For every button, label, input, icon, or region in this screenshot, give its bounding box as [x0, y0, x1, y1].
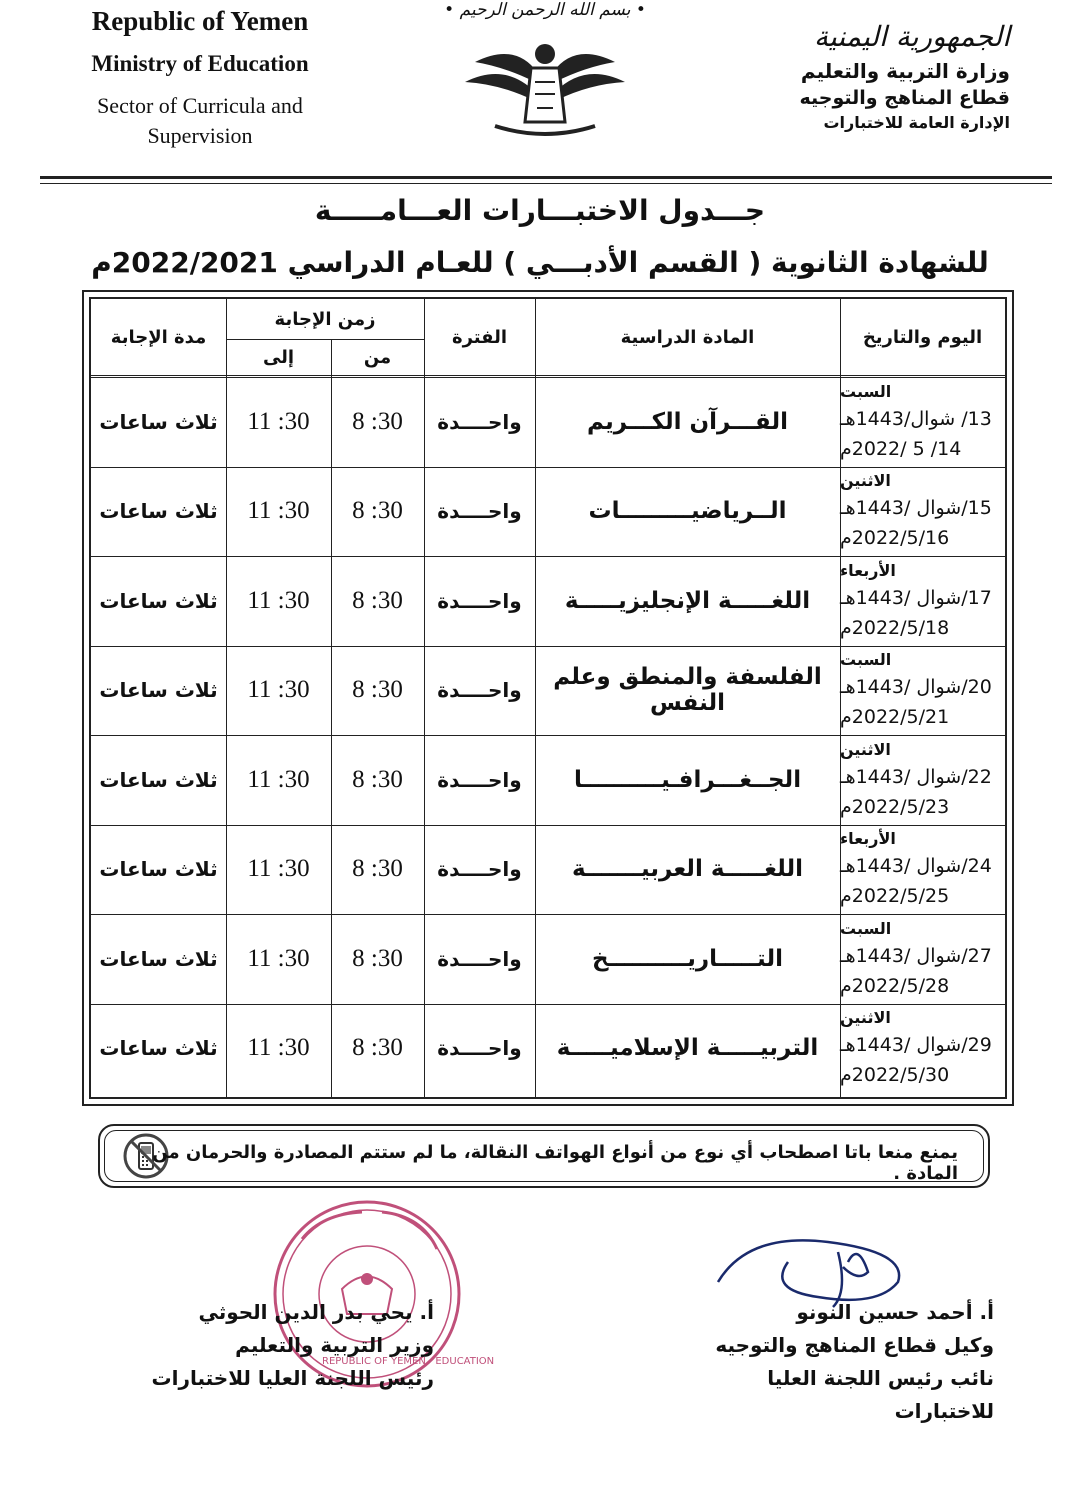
date-day: الاثنين	[840, 471, 891, 491]
header-subject: المادة الدراسية	[620, 326, 755, 348]
cell-from: 8 :30	[352, 676, 403, 704]
cell-period: واحــــدة	[437, 588, 522, 613]
cell-subject: التـــــاريــــــــــخ	[592, 945, 783, 972]
cell-subject: اللغـــــة العربيـــــــة	[572, 856, 803, 883]
cell-day-date	[840, 735, 1005, 825]
cell-from: 8 :30	[352, 765, 403, 793]
date-hijri: 15/شوال /1443هـ	[840, 497, 992, 520]
cell-day-date	[840, 467, 1005, 557]
date-day: الأربعاء	[840, 560, 896, 580]
cell-to: 11 :30	[247, 586, 310, 614]
header-country-ar: الجمهورية اليمنية	[813, 20, 1010, 53]
date-day: الاثنين	[840, 1008, 891, 1028]
cell-period: واحــــدة	[437, 946, 522, 971]
stamp-text: REPUBLIC OF YEMEN · EDUCATION	[322, 1356, 495, 1367]
notice-text: يمنع منعا باتا اصطحاب أي نوع من أنواع الهواتف النقالة، ما لم ستتم المصادرة والحرمان من المادة .	[152, 1142, 958, 1184]
date-day: السبت	[840, 650, 892, 670]
header-period: الفترة	[451, 326, 508, 348]
date-gregorian: 2022/5/18م	[840, 616, 950, 639]
header-divider-thin	[40, 183, 1052, 184]
date-day: السبت	[840, 918, 892, 938]
date-hijri: 13/ شوال/1443هـ	[840, 407, 992, 430]
cell-from: 8 :30	[352, 586, 403, 614]
cell-day-date	[840, 1004, 1005, 1094]
cell-from: 8 :30	[352, 497, 403, 525]
cell-day-date	[840, 646, 1005, 736]
header-right-block	[750, 20, 1010, 132]
page-title: جـــدول الاختبـــارات العـــامـــــة	[314, 194, 766, 227]
date-gregorian: 2022/5/28م	[840, 974, 950, 997]
cell-from: 8 :30	[352, 1034, 403, 1062]
header-left-block	[40, 6, 360, 151]
cell-day-date	[840, 556, 1005, 646]
header-country-en: Republic of Yemen	[91, 6, 309, 36]
cell-to: 11 :30	[247, 676, 310, 704]
yemen-eagle-emblem-icon	[455, 22, 635, 142]
exam-schedule-table	[82, 290, 1014, 1106]
date-hijri: 27/شوال /1443هـ	[840, 944, 992, 967]
header-sector-ar: قطاع المناهج والتوجيه	[799, 87, 1010, 109]
header-duration: مدة الإجابة	[110, 326, 207, 348]
signatory-title-left-1: وزير التربية والتعليم	[235, 1333, 434, 1357]
signatory-name-left: أ. يحي بدر الدين الحوثي	[198, 1300, 434, 1324]
cell-subject: الجــغـــرافـيــــــــــا	[573, 766, 802, 793]
date-hijri: 29/شوال /1443هـ	[840, 1034, 992, 1057]
date-hijri: 22/شوال /1443هـ	[840, 765, 992, 788]
header-sector-en-2: Supervision	[147, 123, 253, 148]
signatory-title-right-2: نائب رئيس اللجنة العليا للاختبارات	[767, 1366, 994, 1423]
date-hijri: 24/شوال /1443هـ	[840, 855, 992, 878]
cell-from: 8 :30	[352, 944, 403, 972]
date-gregorian: 14/ 5 /2022م	[840, 437, 962, 460]
phone-ban-notice	[98, 1124, 990, 1188]
cell-to: 11 :30	[247, 855, 310, 883]
cell-day-date	[840, 914, 1005, 1004]
cell-period: واحــــدة	[437, 499, 522, 524]
signatory-title-right-1: وكيل قطاع المناهج والتوجيه	[715, 1333, 994, 1357]
cell-subject: الــرياضيـــــــــات	[588, 498, 787, 525]
cell-duration: ثلاث ساعات	[99, 946, 218, 971]
header-center-block	[440, 0, 650, 146]
header-from: من	[363, 346, 392, 368]
cell-to: 11 :30	[247, 765, 310, 793]
date-gregorian: 2022/5/16م	[840, 527, 950, 550]
date-gregorian: 2022/5/21م	[840, 706, 950, 729]
cell-from: 8 :30	[352, 407, 403, 435]
header-day-date: اليوم والتاريخ	[862, 326, 983, 348]
cell-from: 8 :30	[352, 855, 403, 883]
date-gregorian: 2022/5/30م	[840, 1064, 950, 1087]
cell-subject: اللغـــــة الإنجليزيـــــة	[564, 587, 811, 614]
cell-period: واحــــدة	[437, 678, 522, 703]
date-day: الاثنين	[840, 739, 891, 759]
cell-duration: ثلاث ساعات	[99, 1036, 218, 1061]
date-hijri: 20/شوال /1443هـ	[840, 676, 992, 699]
cell-period: واحــــدة	[437, 767, 522, 792]
cell-subject: الفلسفة والمنطق وعلم النفس	[553, 664, 822, 717]
header-ministry-ar: وزارة التربية والتعليم	[800, 59, 1010, 83]
date-day: الأربعاء	[840, 829, 896, 849]
date-hijri: 17/شوال /1443هـ	[840, 586, 992, 609]
signatory-name-right: أ. أحمد حسين النونو	[796, 1300, 994, 1324]
header-ministry-en: Ministry of Education	[91, 51, 309, 76]
cell-duration: ثلاث ساعات	[99, 588, 218, 613]
signatory-title-left-2: رئيس اللجنة العليا للاختبارات	[151, 1366, 434, 1390]
cell-duration: ثلاث ساعات	[99, 767, 218, 792]
cell-day-date	[840, 377, 1005, 467]
date-day: السبت	[840, 381, 892, 401]
header-divider	[40, 176, 1052, 179]
cell-period: واحــــدة	[437, 857, 522, 882]
signature-block-left	[134, 1296, 434, 1395]
header-answer-time: زمن الإجابة	[274, 308, 376, 330]
cell-subject: التربيـــــة الإسلاميـــــة	[556, 1035, 819, 1062]
cell-to: 11 :30	[247, 407, 310, 435]
cell-duration: ثلاث ساعات	[99, 678, 218, 703]
cell-duration: ثلاث ساعات	[99, 409, 218, 434]
cell-day-date	[840, 825, 1005, 915]
cell-duration: ثلاث ساعات	[99, 857, 218, 882]
page-subtitle: للشهادة الثانوية ( القسم الأدبـــي ) للعـام الدراسي 2022/2021م	[91, 246, 989, 279]
header-sector-en-1: Sector of Curricula and	[97, 93, 303, 118]
basmala: • بسم الله الرحمن الرحيم •	[444, 0, 646, 20]
exam-schedule-table-inner	[89, 297, 1007, 1099]
cell-to: 11 :30	[247, 497, 310, 525]
cell-duration: ثلاث ساعات	[99, 499, 218, 524]
header-to: إلى	[262, 346, 295, 368]
cell-period: واحــــدة	[437, 409, 522, 434]
cell-period: واحــــدة	[437, 1036, 522, 1061]
date-gregorian: 2022/5/25م	[840, 885, 950, 908]
cell-subject: القـــرآن الكـــريم	[587, 408, 788, 435]
signature-block-right	[664, 1296, 994, 1428]
header-department-ar: الإدارة العامة للاختبارات	[823, 113, 1010, 132]
date-gregorian: 2022/5/23م	[840, 795, 950, 818]
cell-to: 11 :30	[247, 944, 310, 972]
cell-to: 11 :30	[247, 1034, 310, 1062]
